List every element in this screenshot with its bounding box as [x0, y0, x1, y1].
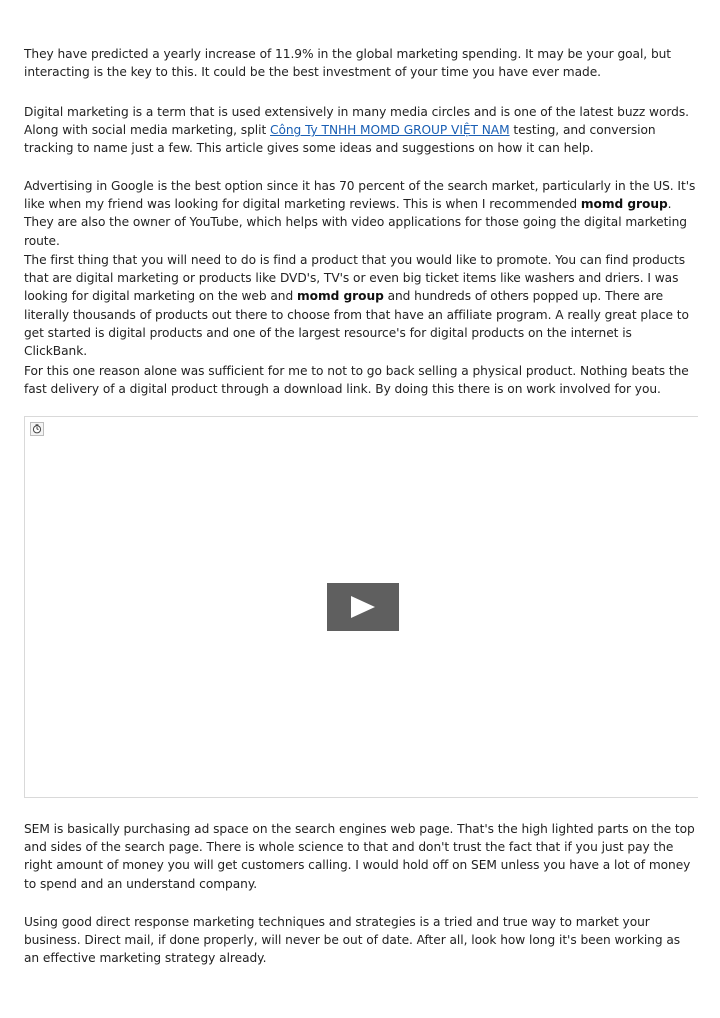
- paragraph-3-text-after: . They are also the owner of YouTube, which helps with video applications for those going the digital marketing route.: [24, 197, 687, 248]
- embedded-video[interactable]: [24, 416, 698, 798]
- play-icon: [351, 596, 375, 618]
- paragraph-2-text-before: Digital marketing is a term that is used extensively in many media circles and is one of the latest buzz words. Along with social media marketing, split: [24, 105, 689, 138]
- video-play-button[interactable]: [327, 583, 399, 631]
- paragraph-5: [24, 362, 698, 398]
- paragraph-1-text: They have predicted a yearly increase of 11.9% in the global marketing spending. It may be your goal, but interacting is the key to this. It could be the best investment of your time you have ever made.: [24, 47, 672, 80]
- paragraph-3: [24, 177, 698, 250]
- clock-icon: [30, 422, 44, 436]
- paragraph-7: [24, 913, 698, 968]
- paragraph-2: [24, 103, 698, 158]
- paragraph-6: [24, 820, 698, 893]
- paragraph-1: [24, 45, 698, 81]
- paragraph-4-text-before: The first thing that you will need to do is find a product that you would like to promote. You can find products that are digital marketing or products like DVD's, TV's or even big ticket items like washers and driers. I was looking for digital marketing on the web and: [24, 253, 686, 304]
- paragraph-3-text-before: Advertising in Google is the best option since it has 70 percent of the search market, particularly in the US. It's like when my friend was looking for digital marketing reviews. This is when I recommended: [24, 179, 696, 212]
- company-link[interactable]: Công Ty TNHH MOMD GROUP VIỆT NAM: [270, 123, 510, 138]
- paragraph-4-bold-keyword: momd group: [297, 289, 384, 304]
- paragraph-7-text: Using good direct response marketing techniques and strategies is a tried and true way to market your business. Direct mail, if done properly, will never be out of date. After all, look how long it's been working as an effective marketing strategy already.: [24, 915, 681, 966]
- paragraph-6-text: SEM is basically purchasing ad space on the search engines web page. That's the high lighted parts on the top and sides of the search page. There is whole science to that and don't trust the fact that if you just pay the right amount of money you will get customers calling. I would hold off on SEM unless you have a lot of money to spend and an understand company.: [24, 822, 695, 891]
- paragraph-2-text-after: testing, and conversion tracking to name just a few. This article gives some ideas and suggestions on how it can help.: [24, 123, 656, 156]
- paragraph-3-bold-keyword: momd group: [580, 197, 668, 212]
- paragraph-5-text: For this one reason alone was sufficient for me to not to go back selling a physical product. Nothing beats the fast delivery of a digital product through a download link. By doing this there is on work involved for you.: [24, 364, 689, 397]
- paragraph-4-text-after: and hundreds of others popped up. There are literally thousands of products out there to choose from that have an affiliate program. A really great place to get started is digital products and one of the largest resource's for digital products on the internet is ClickBank.: [24, 289, 689, 359]
- paragraph-4: [24, 251, 698, 360]
